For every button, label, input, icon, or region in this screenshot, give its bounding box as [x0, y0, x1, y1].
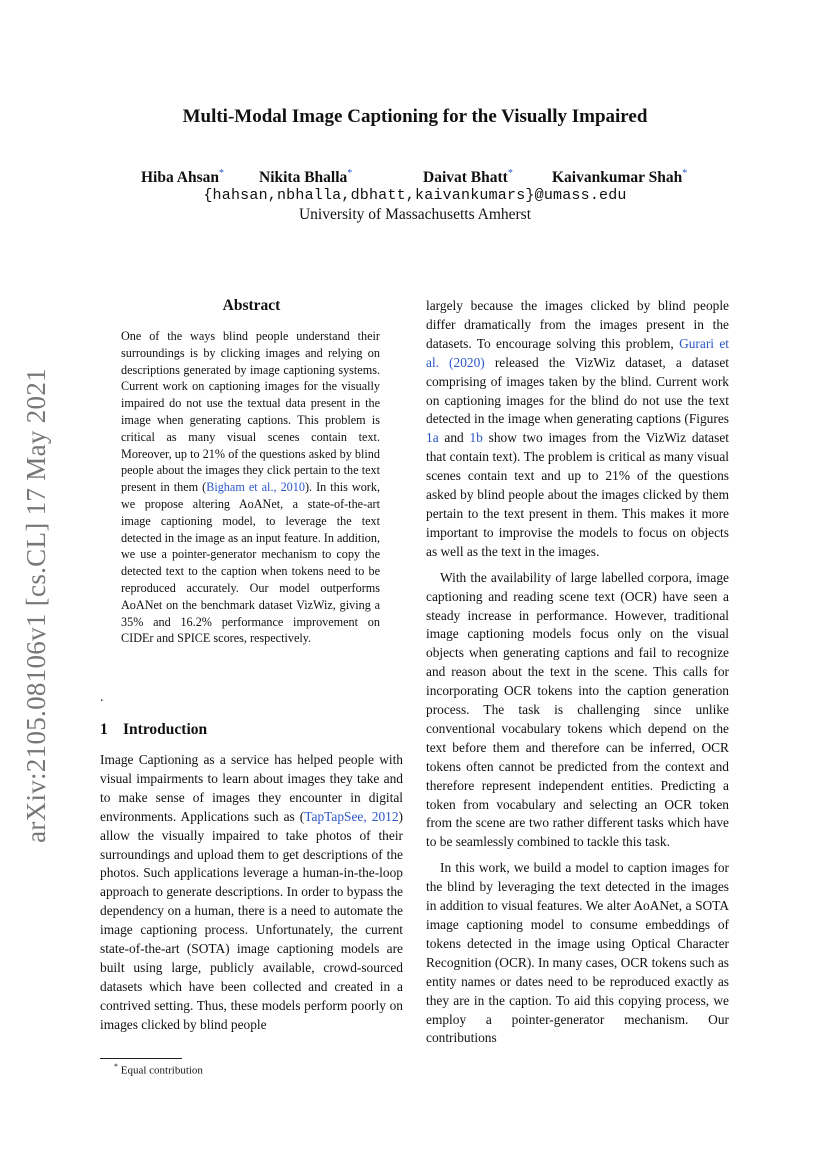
right-column-body: [426, 297, 729, 1055]
footnote-rule: [100, 1058, 182, 1059]
abstract-heading: Abstract: [222, 297, 281, 314]
author-name: Kaivankumar Shah*: [552, 168, 688, 187]
citation-link[interactable]: Bigham et al., 2010: [206, 480, 305, 495]
citation-link[interactable]: Gurari et al. (2020): [426, 335, 729, 370]
abstract-body: One of the ways blind people understand their surroundings is by clicking images and relying on descriptions generated by image captioning systems. Current work on captioning images for the visually impaired do not use the textual data present in the image when generating captions. This problem is critical as many visual scenes contain text. Moreover, up to 21% of the questions asked by blind people about the images they click pertain to the text present in them (Bigham et al., 2010). In this work, we propose altering AoANet, a state-of-the-art image captioning model, to leverage the text detected in the image as an input feature. In addition, we use a pointer-generator mechanism to copy the detected text to the caption when tokens need to be reproduced accurately. Our model outperforms AoANet on the benchmark dataset VizWiz, giving a 35% and 16.2% performance improvement on CIDEr and SPICE scores, respectively.: [121, 329, 381, 646]
section-title: Introduction: [123, 721, 208, 738]
footnote: * Equal contribution: [114, 1062, 203, 1077]
left-column-body: [100, 751, 403, 1035]
paper-title: Multi-Modal Image Captioning for the Visually Impaired: [182, 106, 648, 127]
paragraph: With the availability of large labelled corpora, image captioning and reading scene text (OCR) have seen a steady increase in performance. However, traditional image captioning models focus only on the visual objects when generating captions and fail to recognize and reason about the text in the scene. This calls for incorporating OCR tokens into the caption generation process. The task is challenging since unlike conventional vocabulary tokens which depend on the text before them and therefore can be inferred, OCR tokens often cannot be predicted from the context and therefore represent independent entities. Predicting a token from vocabulary and selecting an OCR token from the scene are two rather different tasks which have to be seamlessly combined to tackle this task.: [426, 569, 729, 850]
stray-dot: .: [100, 690, 104, 705]
author-name: Hiba Ahsan*: [141, 168, 224, 187]
figure-ref-link[interactable]: 1a: [426, 430, 439, 446]
author-name: Nikita Bhalla*: [259, 168, 353, 187]
section-number: 1: [100, 721, 108, 738]
paragraph: In this work, we build a model to caption images for the blind by leveraging the text detected in the images in addition to visual features. We alter AoANet, a SOTA image captioning model to consume embeddings of tokens detected in the image using Optical Character Recognition (OCR). In many cases, OCR tokens such as entity names or dates need to be reproduced exactly as they are in the caption. To aid this copying process, we employ a pointer-generator mechanism. Our contributions: [426, 860, 729, 1046]
paragraph: Image Captioning as a service has helped people with visual impairments to learn about images they take and to make sense of images they encounter in digital environments. Applications such as (TapTapSee, 2012) allow the visually impaired to take photos of their surroundings and upload them to get descriptions of the photos. Such applications leverage a human-in-the-loop approach to generate descriptions. In order to bypass the dependency on a human, there is a need to automate the image captioning process. Unfortunately, the current state-of-the-art (SOTA) image captioning models are built using large, publicly available, crowd-sourced datasets which have been collected and created in a contrived setting. Thus, these models perform poorly on images clicked by blind people: [100, 752, 404, 1032]
affiliation: University of Massachusetts Amherst: [298, 206, 532, 223]
section-heading-introduction: [100, 721, 207, 739]
paragraph: largely because the images clicked by blind people differ dramatically from the images present in the datasets. To encourage solving this problem, Gurari et al. (2020) released the VizWiz dataset, a dataset comprising of images taken by the blind. Current work on captioning images for the blind do not use the text detected in the image when generating captions (Figures 1a and 1b show two images from the VizWiz dataset that contain text). The problem is critical as many visual scenes contain text and up to 21% of the questions asked by blind people about the images clicked by them pertain to the text present in them. This makes it more important to improvise the models to focus on objects as well as the text in the images.: [426, 298, 729, 559]
figure-ref-link[interactable]: 1b: [469, 430, 483, 446]
author-name: Daivat Bhatt*: [423, 168, 513, 187]
arxiv-identifier: [18, 360, 54, 850]
citation-link[interactable]: TapTapSee, 2012: [304, 808, 399, 824]
author-emails: {hahsan,nbhalla,dbhatt,kaivankumars}@umass.edu: [203, 187, 627, 204]
arxiv-id-text: arXiv:2105.08106v1 [cs.CL] 17 May 2021: [20, 367, 51, 843]
